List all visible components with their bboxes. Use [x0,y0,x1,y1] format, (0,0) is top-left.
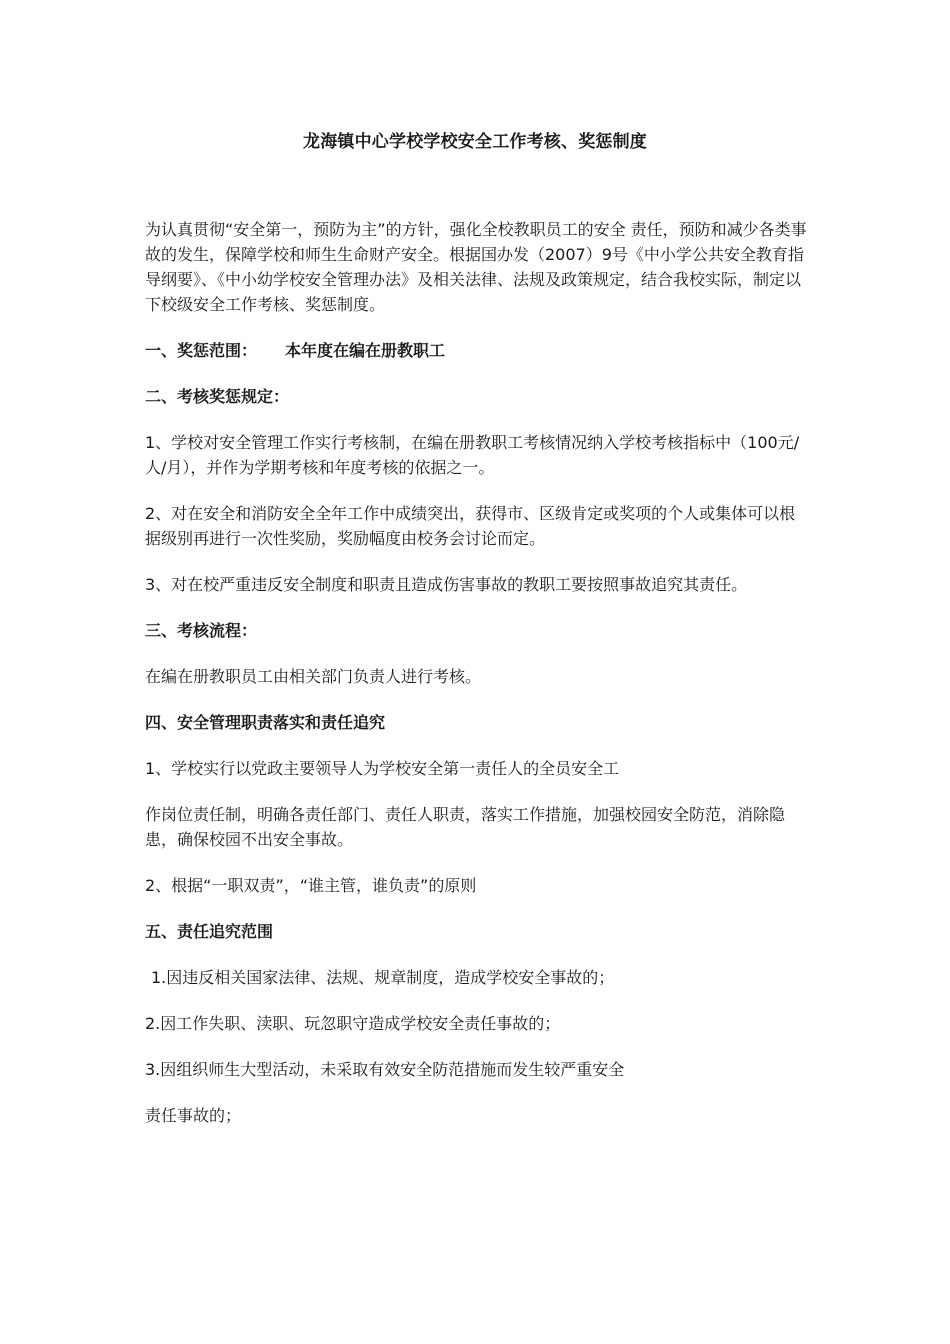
section-4-heading: 四、安全管理职责落实和责任追究 [145,713,386,732]
section-3-text: 在编在册教职员工由相关部门负责人进行考核。 [145,667,482,686]
section-5-item-3-line-1: 3.因组织师生大型活动，未采取有效安全防范措施而发生较严重安全 [145,1060,625,1079]
section-5-item-3-line-2: 责任事故的； [145,1106,242,1125]
section-2-heading: 二、考核奖惩规定： [145,387,290,406]
intro-paragraph: 为认真贯彻“安全第一，预防为主”的方针，强化全校教职员工的安全 责任，预防和减少各类事故的发生，保障学校和师生生命财产安全。根据国办发（2007）9号《中小学公共安全教育指导纲要》、《中小幼学校安全管理办法》及相关法律、法规及政策规定，结合我校实际，制定以下校级安全工作考核、奖惩制度。 [145,220,807,314]
section-1 [145,338,810,363]
section-4-item-2: 2、根据“一职双责”，“谁主管，谁负责”的原则 [145,876,477,895]
section-2-item-2: 2、对在安全和消防安全全年工作中成绩突出，获得市、区级肯定或奖项的个人或集体可以根据级别再进行一次性奖励，奖励幅度由校务会讨论而定。 [145,504,796,548]
section-5-item-2: 2.因工作失职、渎职、玩忽职守造成学校安全责任事故的； [145,1014,561,1033]
section-5-item-1: 1.因违反相关国家法律、法规、规章制度，造成学校安全事故的； [151,968,615,987]
section-2-item-3: 3、对在校严重违反安全制度和职责且造成伤害事故的教职工要按照事故追究其责任。 [145,575,748,594]
document-title: 龙海镇中心学校学校安全工作考核、奖惩制度 [303,132,647,152]
section-4-item-1-line-2: 作岗位责任制，明确各责任部门、责任人职责，落实工作措施，加强校园安全防范，消除隐患，确保校园不出安全事故。 [145,805,786,849]
document-body [145,168,810,1149]
blank-line [145,168,810,193]
section-1-value: 本年度在编在册教职工 [285,341,446,360]
section-1-heading: 一、奖惩范围： [145,341,258,360]
section-3-heading: 三、考核流程： [145,621,258,640]
section-4-item-1-line-1: 1、学校实行以党政主要领导人为学校安全第一责任人的全员安全工 [145,759,620,778]
section-2-item-1: 1、学校对安全管理工作实行考核制，在编在册教职工考核情况纳入学校考核指标中（100元/人/月），并作为学期考核和年度考核的依据之一。 [145,433,800,477]
section-5-heading: 五、责任追究范围 [145,922,274,941]
